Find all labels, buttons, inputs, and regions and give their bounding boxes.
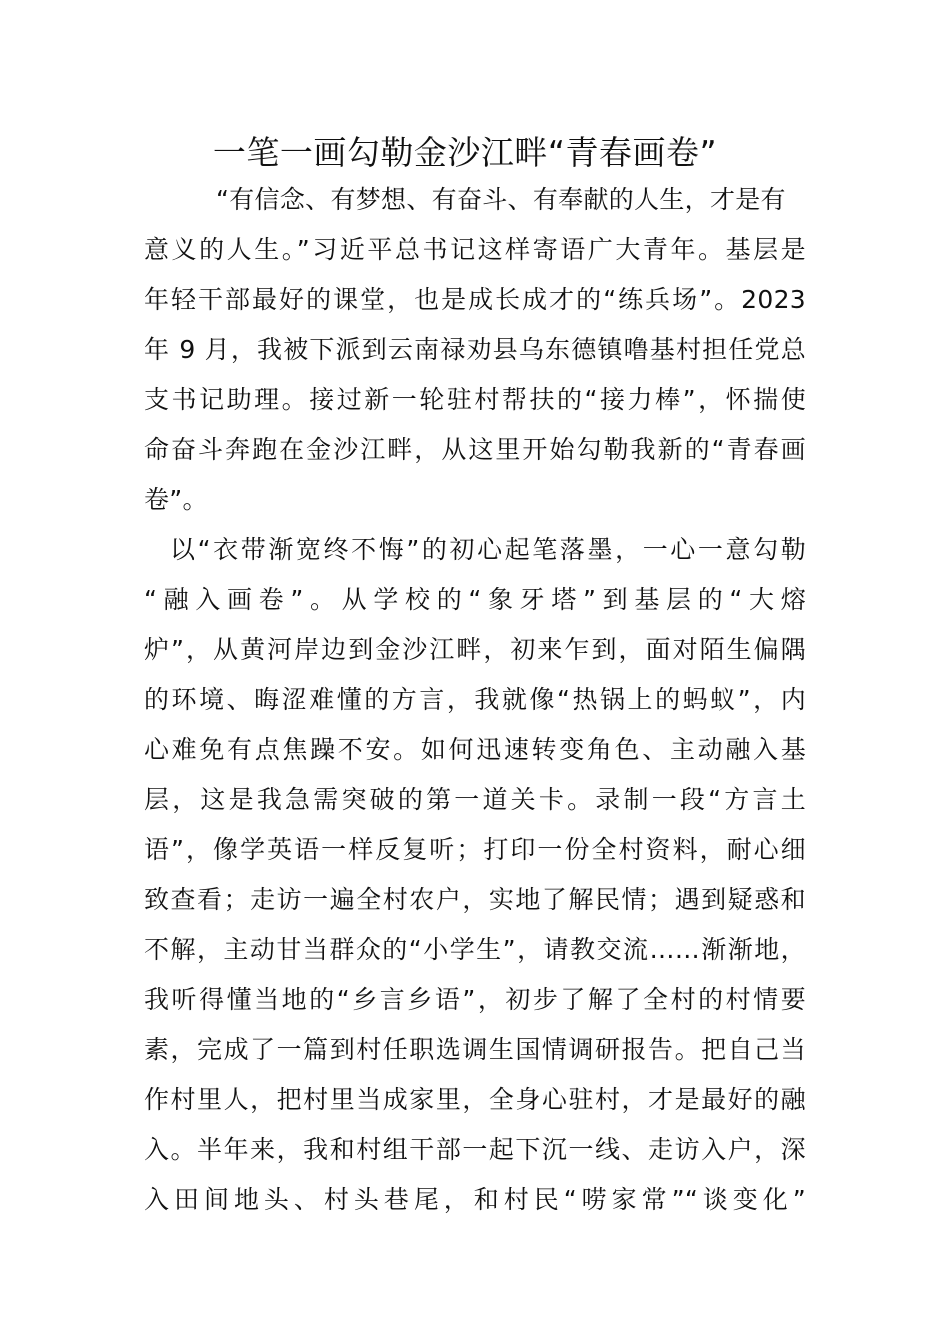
paragraph-1-line-3: 年轻干部最好的课堂，也是成长成才的“练兵场”。2023 (144, 285, 806, 314)
paragraph-1-line-2: 意义的人生。”习近平总书记这样寄语广大青年。基层是 (144, 235, 806, 264)
paragraph-2-line-14: 入田间地头、村头巷尾，和村民“唠家常”“谈变化” (144, 1185, 806, 1214)
paragraph-2-line-9: 不解，主动甘当群众的“小学生”，请教交流……渐渐地， (144, 935, 806, 964)
paragraph-1-line-4: 年 9 月，我被下派到云南禄劝县乌东德镇噜基村担任党总 (144, 335, 806, 364)
paragraph-2-line-10: 我听得懂当地的“乡言乡语”，初步了解了全村的村情要 (144, 985, 806, 1014)
paragraph-2-line-7: 语”，像学英语一样反复听；打印一份全村资料，耐心细 (144, 835, 806, 864)
paragraph-2-line-12: 作村里人，把村里当成家里，全身心驻村，才是最好的融 (144, 1085, 806, 1114)
paragraph-1-line-5: 支书记助理。接过新一轮驻村帮扶的“接力棒”，怀揣使 (144, 385, 806, 414)
document-title: 一笔一画勾勒金沙江畔“青春画卷” (212, 133, 718, 172)
paragraph-1-line-1: “有信念、有梦想、有奋斗、有奉献的人生，才是有 (216, 185, 786, 214)
paragraph-2-line-13: 入。半年来，我和村组干部一起下沉一线、走访入户，深 (144, 1135, 806, 1164)
paragraph-2-line-1: 以“衣带渐宽终不悔”的初心起笔落墨，一心一意勾勒 (170, 535, 806, 564)
paragraph-1-line-7: 卷”。 (144, 485, 208, 514)
paragraph-2-line-2: “融入画卷”。从学校的“象牙塔”到基层的“大熔 (144, 585, 806, 614)
paragraph-2-line-4: 的环境、晦涩难懂的方言，我就像“热锅上的蚂蚁”，内 (144, 685, 806, 714)
paragraph-2-line-6: 层，这是我急需突破的第一道关卡。录制一段“方言土 (144, 785, 806, 814)
paragraph-2-line-5: 心难免有点焦躁不安。如何迅速转变角色、主动融入基 (144, 735, 806, 764)
paragraph-1-line-6: 命奋斗奔跑在金沙江畔，从这里开始勾勒我新的“青春画 (144, 435, 806, 464)
paragraph-2-line-11: 素，完成了一篇到村任职选调生国情调研报告。把自己当 (144, 1035, 806, 1064)
paragraph-2-line-8: 致查看；走访一遍全村农户，实地了解民情；遇到疑惑和 (144, 885, 806, 914)
paragraph-2-line-3: 炉”，从黄河岸边到金沙江畔，初来乍到，面对陌生偏隅 (144, 635, 806, 664)
